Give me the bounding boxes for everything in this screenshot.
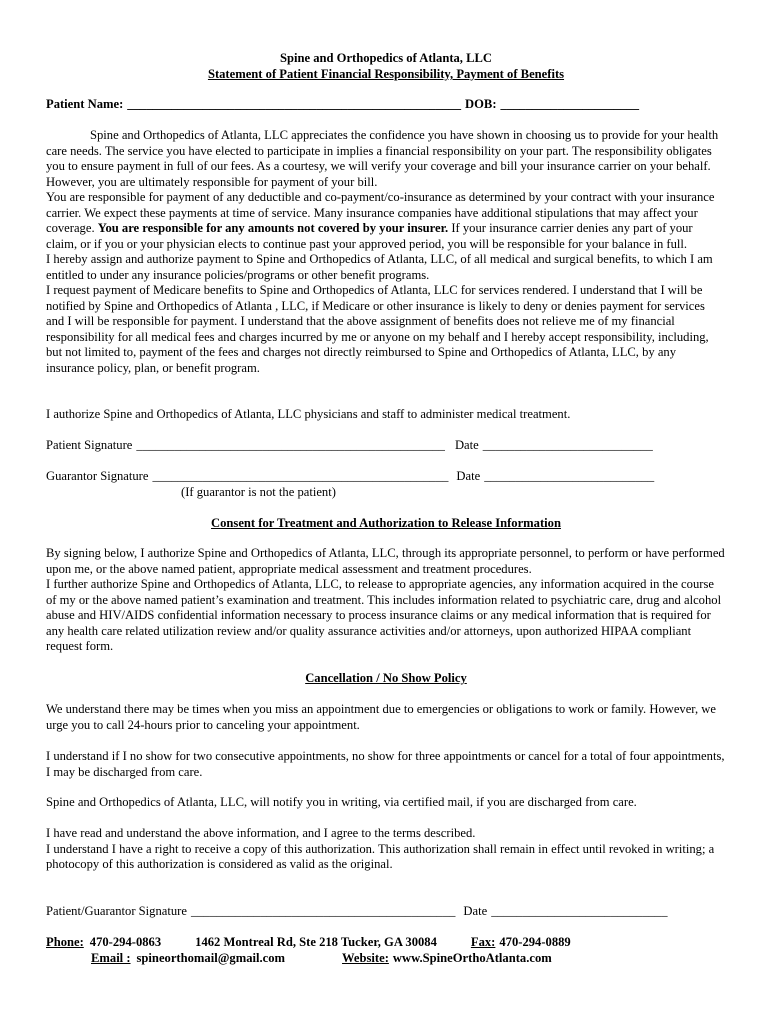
patient-name-label: Patient Name: — [46, 97, 124, 111]
financial-paragraph-3: I hereby assign and authorize payment to Spine and Orthopedics of Atlanta, LLC, of all medical and surgical benefits, to which I am entitled to under any insurance policies/programs or other benefit programs. — [46, 252, 713, 282]
website-label: Website: — [342, 951, 389, 965]
fax-number: 470-294-0889 — [499, 935, 571, 949]
copy-rights-paragraph: I understand I have a right to receive a copy of this authorization. This authorization shall remain in effect until revoked in writing; a photocopy of this authorization is considered as valid as the original. — [46, 841, 715, 871]
footer-contact-row — [46, 935, 571, 951]
financial-paragraph-2 — [46, 190, 726, 252]
guarantor-date-label: Date — [456, 469, 481, 483]
guarantor-date-field[interactable]: ___________________________ — [484, 469, 655, 483]
phone-number: 470-294-0863 — [89, 935, 162, 949]
cancellation-title: Cancellation / No Show Policy — [305, 671, 467, 685]
consent-section — [46, 546, 726, 655]
financial-section — [46, 128, 726, 376]
guarantor-signature-field[interactable]: _______________________________________________ — [152, 469, 449, 483]
final-date-field[interactable]: ____________________________ — [491, 904, 668, 918]
dob-field[interactable]: ______________________ — [500, 97, 640, 111]
guarantor-signature-label: Guarantor Signature — [46, 469, 149, 483]
final-signature-field[interactable]: __________________________________________ — [190, 904, 456, 918]
financial-paragraph-4: I request payment of Medicare benefits to Spine and Orthopedics of Atlanta, LLC for services rendered. I understand that I will be notified by Spine and Orthopedics of Atlanta , LLC, if Medicare or other insurance is likely to deny or denies payment for services and I will be responsible for payment. I understand that the above assignment of benefits does not relieve me of my financial responsibility for all medical fees and charges incurred by me or anyone on my behalf and I hereby accept responsibility, including, but not limited to, payment of the fees and charges not directly reimbursed to Spine and Orthopedics of Atlanta, LLC, by any insurance policy, plan, or benefit program. — [46, 283, 709, 375]
guarantor-signature-line — [46, 469, 654, 485]
patient-date-label: Date — [454, 438, 479, 452]
financial-paragraph-2-end: If your insurance carrier denies any part of your claim, or if you or your physician elects to continue past your approved period, you will be responsible for your balance in full. — [46, 221, 693, 251]
financial-paragraph-1: Spine and Orthopedics of Atlanta, LLC appreciates the confidence you have shown in choosing us to provide for your health care needs. The service you have elected to participate in implies a financial responsibility on your part. The responsibility obligates you to ensure payment in full of our fees. As a courtesy, we will verify your coverage and bill your insurance carrier on your behalf. However, you are ultimately responsible for payment of your bill. — [46, 128, 719, 189]
patient-signature-line — [46, 438, 653, 454]
cancellation-paragraph-2: I understand if I no show for two consecutive appointments, no show for three appointments or cancel for a total of four appointments, I may be discharged from care. — [46, 749, 725, 779]
consent-paragraph-2: I further authorize Spine and Orthopedics of Atlanta, LLC, to release to appropriate agencies, any information acquired in the course of my or the above named patient’s examination and treatment. This includes information related to psychiatric care, drug and alcohol abuse and HIV/AIDS confidential information necessary to process insurance claims or any medical information that is required for any health care related utilization review and/or quality assurance activities and/or attorneys, upon authorized HIPAA compliant request form. — [46, 577, 722, 653]
patient-name-field[interactable]: _____________________________________________________ — [127, 97, 462, 111]
final-signature-label: Patient/Guarantor Signature — [46, 904, 187, 918]
financial-paragraph-2-bold: You are responsible for any amounts not covered by your insurer. — [97, 221, 449, 235]
patient-signature-field[interactable]: _________________________________________________ — [136, 438, 445, 452]
email-label: Email : — [91, 951, 131, 965]
fax-label: Fax: — [470, 935, 496, 949]
patient-date-field[interactable]: ___________________________ — [482, 438, 653, 452]
patient-signature-label: Patient Signature — [46, 438, 133, 452]
company-title: Spine and Orthopedics of Atlanta, LLC — [279, 51, 493, 65]
cancellation-paragraph-3: Spine and Orthopedics of Atlanta, LLC, will notify you in writing, via certified mail, if you are discharged from care. — [46, 795, 637, 809]
consent-title: Consent for Treatment and Authorization to Release Information — [211, 516, 561, 530]
consent-paragraph-1: By signing below, I authorize Spine and Orthopedics of Atlanta, LLC, through its appropriate personnel, to perform or have performed upon me, or the above named patient, appropriate medical assessment and treatment procedures. — [46, 546, 725, 576]
financial-paragraph-2-text: You are responsible for payment of any deductible and co-payment/co-insurance as determined by your contract with your insurance carrier. We expect these payments at time of service. Many insurance companies have additional stipulations that may affect your coverage. — [46, 190, 715, 235]
final-signature-line — [46, 904, 668, 920]
phone-label: Phone: — [46, 935, 84, 949]
office-address: 1462 Montreal Rd, Ste 218 Tucker, GA 30084 — [195, 935, 437, 949]
email-address[interactable]: spineorthomail@gmail.com — [136, 951, 286, 965]
website-url[interactable]: www.SpineOrthoAtlanta.com — [392, 951, 552, 965]
final-date-label: Date — [463, 904, 488, 918]
document-subtitle: Statement of Patient Financial Responsibility, Payment of Benefits — [207, 67, 565, 81]
footer-online-row — [91, 951, 552, 967]
patient-info-line — [46, 97, 639, 113]
acknowledgement-paragraph: I have read and understand the above information, and I agree to the terms described. — [46, 826, 476, 840]
guarantor-note: (If guarantor is not the patient) — [181, 485, 336, 499]
cancellation-paragraph-1: We understand there may be times when you miss an appointment due to emergencies or obligations to work or family. However, we urge you to call 24-hours prior to canceling your appointment. — [46, 702, 716, 732]
dob-label: DOB: — [465, 97, 497, 111]
treatment-authorization: I authorize Spine and Orthopedics of Atlanta, LLC physicians and staff to administer medical treatment. — [46, 407, 571, 421]
acknowledgement-section — [46, 826, 726, 873]
